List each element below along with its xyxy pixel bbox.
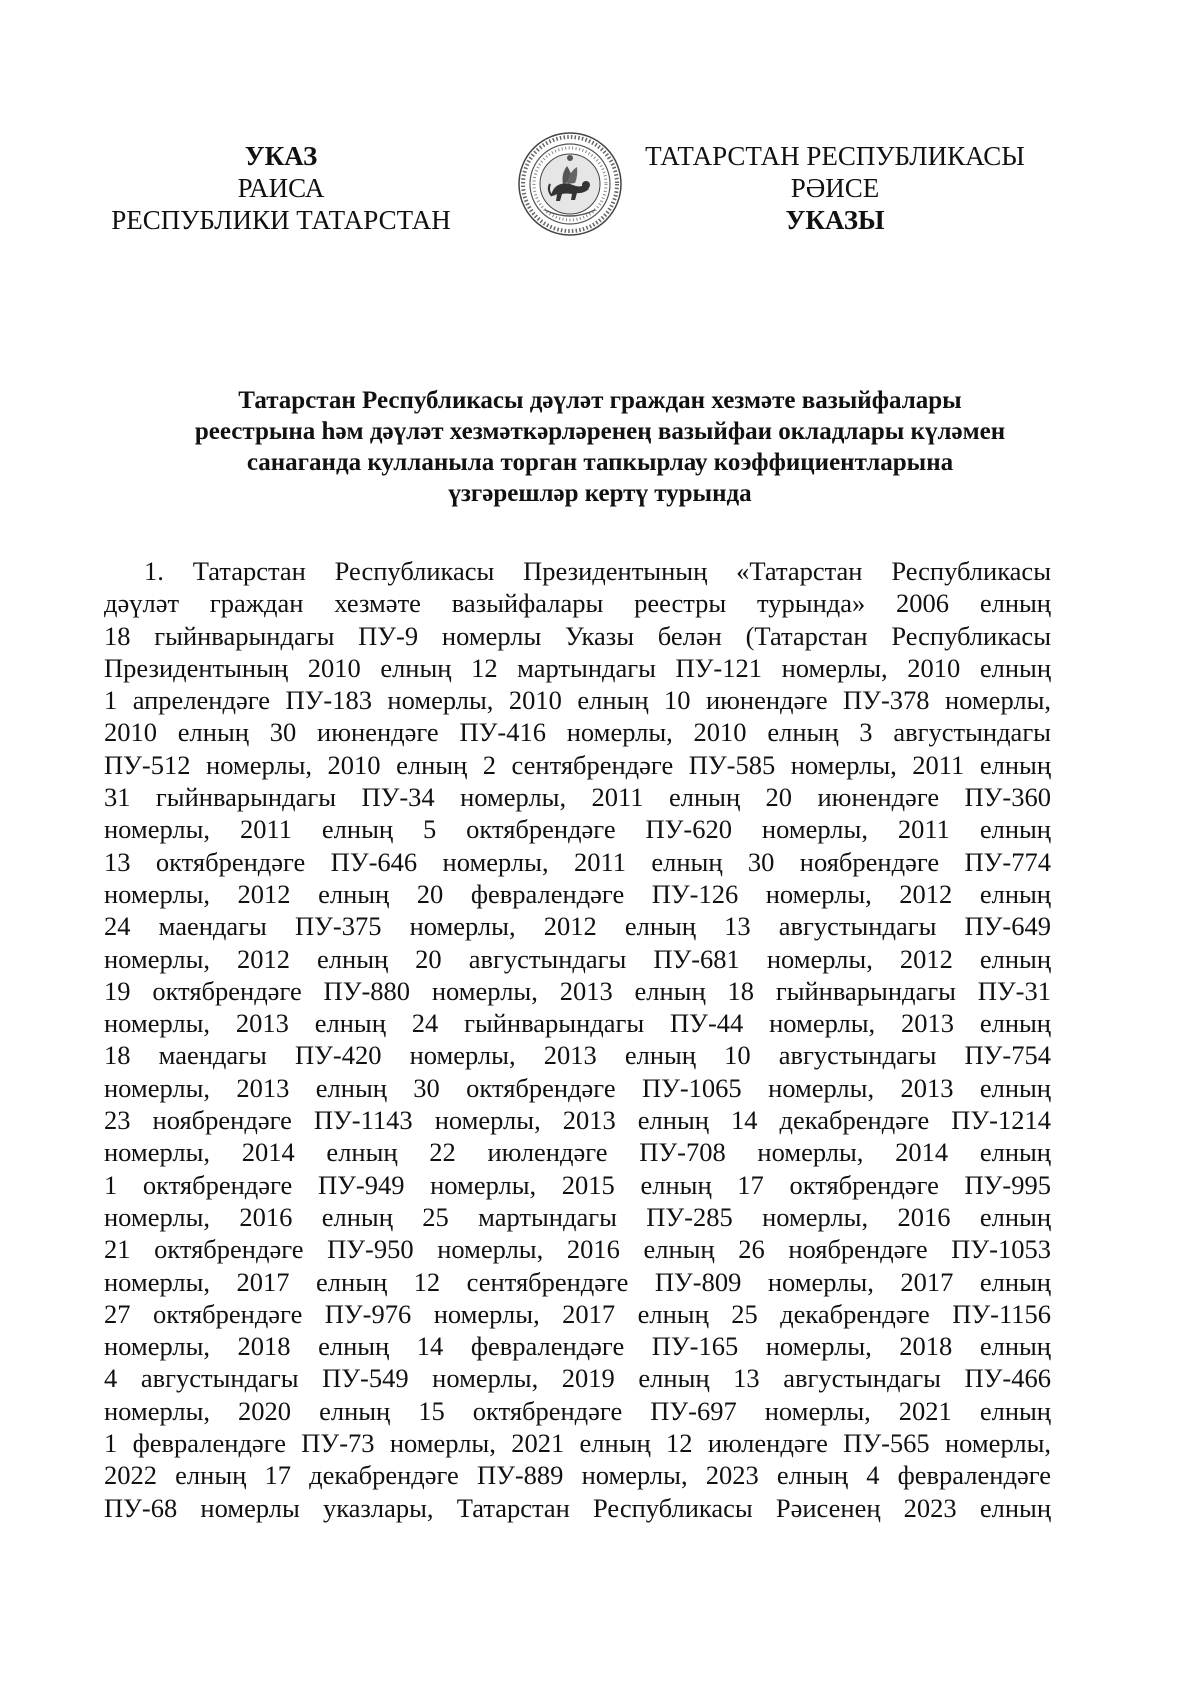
header-tatar <box>640 140 1030 236</box>
body-line: Президентының 2010 елның 12 мартындагы ПУ-121 номерлы, 2010 елның <box>104 652 1051 683</box>
header-ru-line-2: РАИСА <box>237 173 325 203</box>
body-line: 13 октябрендәге ПУ-646 номерлы, 2011 елның 30 ноябрендәге ПУ-774 <box>104 846 1051 877</box>
body-line: 21 октябрендәге ПУ-950 номерлы, 2016 елның 26 ноябрендәге ПУ-1053 <box>104 1234 1051 1265</box>
header-tt-line-3: УКАЗЫ <box>785 205 885 235</box>
header-ru-line-3: РЕСПУБЛИКИ ТАТАРСТАН <box>111 205 451 235</box>
header-ru-line-1: УКАЗ <box>244 141 318 171</box>
decree-body-paragraph <box>104 555 1051 1524</box>
body-line: номерлы, 2018 елның 14 февралендәге ПУ-165 номерлы, 2018 елның <box>104 1331 1051 1362</box>
body-line: 2010 елның 30 июнендәге ПУ-416 номерлы, 2010 елның 3 августындагы <box>104 717 1051 748</box>
body-line: 18 гыйнварындагы ПУ-9 номерлы Указы белән (Татарстан Республикасы <box>104 620 1051 651</box>
body-line: номерлы, 2011 елның 5 октябрендәге ПУ-620 номерлы, 2011 елның <box>104 814 1051 845</box>
body-line: 1 октябрендәге ПУ-949 номерлы, 2015 елның 17 октябрендәге ПУ-995 <box>104 1169 1051 1200</box>
body-line: дәүләт граждан хезмәте вазыйфалары реестры турында» 2006 елның <box>104 588 1051 619</box>
body-line: 4 августындагы ПУ-549 номерлы, 2019 елның 13 августындагы ПУ-466 <box>104 1363 1051 1394</box>
header-russian <box>106 140 456 236</box>
coat-of-arms-emblem-icon <box>517 130 623 238</box>
title-line: Татарстан Республикасы дәүләт граждан хезмәте вазыйфалары <box>238 387 962 414</box>
body-line: 18 маендагы ПУ-420 номерлы, 2013 елның 10 августындагы ПУ-754 <box>104 1040 1051 1071</box>
title-line: санаганда кулланыла торган тапкырлау коэффициентларына <box>246 449 954 476</box>
body-line: 31 гыйнварындагы ПУ-34 номерлы, 2011 елның 20 июнендәге ПУ-360 <box>104 782 1051 813</box>
body-line: номерлы, 2013 елның 24 гыйнварындагы ПУ-44 номерлы, 2013 елның <box>104 1008 1051 1039</box>
body-line: 2022 елның 17 декабрендәге ПУ-889 номерлы, 2023 елның 4 февралендәге <box>104 1460 1051 1491</box>
title-line: үзгәрешләр кертү турында <box>448 480 752 507</box>
body-line: 24 маендагы ПУ-375 номерлы, 2012 елның 13 августындагы ПУ-649 <box>104 911 1051 942</box>
title-line: реестрына һәм дәүләт хезмәткәрләренең вазыйфаи окладлары күләмен <box>194 418 1006 445</box>
body-line: номерлы, 2012 елның 20 августындагы ПУ-681 номерлы, 2012 елның <box>104 943 1051 974</box>
body-line: номерлы, 2016 елның 25 мартындагы ПУ-285 номерлы, 2016 елның <box>104 1201 1051 1232</box>
body-line: ПУ-68 номерлы указлары, Татарстан Республикасы Рәисенең 2023 елның <box>104 1492 1051 1523</box>
decree-title <box>90 385 1110 509</box>
body-line: 1 апрелендәге ПУ-183 номерлы, 2010 елның 10 июнендәге ПУ-378 номерлы, <box>104 685 1051 716</box>
body-line: 23 ноябрендәге ПУ-1143 номерлы, 2013 елның 14 декабрендәге ПУ-1214 <box>104 1105 1051 1136</box>
header-tt-line-1: ТАТАРСТАН РЕСПУБЛИКАСЫ <box>645 141 1025 171</box>
body-line: номерлы, 2014 елның 22 июлендәге ПУ-708 номерлы, 2014 елның <box>104 1137 1051 1168</box>
body-line: 1. Татарстан Республикасы Президентының «Татарстан Республикасы <box>144 556 1051 586</box>
header-tt-line-2: РӘИСЕ <box>790 173 880 203</box>
body-line: номерлы, 2012 елның 20 февралендәге ПУ-126 номерлы, 2012 елның <box>104 878 1051 909</box>
body-line: номерлы, 2013 елның 30 октябрендәге ПУ-1065 номерлы, 2013 елның <box>104 1072 1051 1103</box>
body-line: номерлы, 2020 елның 15 октябрендәге ПУ-697 номерлы, 2021 елның <box>104 1395 1051 1426</box>
body-line: номерлы, 2017 елның 12 сентябрендәге ПУ-809 номерлы, 2017 елның <box>104 1266 1051 1297</box>
body-line: 19 октябрендәге ПУ-880 номерлы, 2013 елның 18 гыйнварындагы ПУ-31 <box>104 975 1051 1006</box>
body-line: 1 февралендәге ПУ-73 номерлы, 2021 елның 12 июлендәге ПУ-565 номерлы, <box>104 1428 1051 1459</box>
body-line: 27 октябрендәге ПУ-976 номерлы, 2017 елның 25 декабрендәге ПУ-1156 <box>104 1298 1051 1329</box>
body-line: ПУ-512 номерлы, 2010 елның 2 сентябрендәге ПУ-585 номерлы, 2011 елның <box>104 749 1051 780</box>
